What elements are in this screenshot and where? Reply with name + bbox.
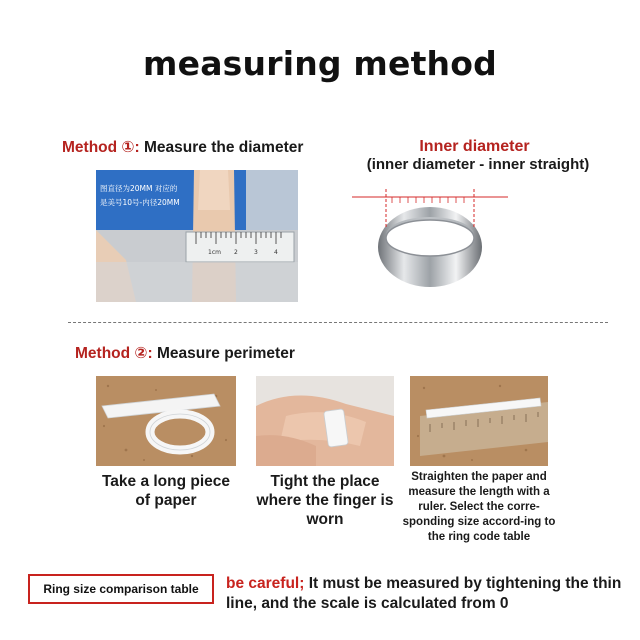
photo-note-line-2: 是美号10号-内径20MM: [100, 198, 180, 207]
method-1-prefix: Method ①:: [62, 139, 140, 156]
page-title: measuring method: [143, 44, 497, 83]
ring-size-table-label: Ring size comparison table: [28, 574, 214, 604]
finger-wrap-illustration: [256, 376, 394, 466]
method-2-text: Measure perimeter: [157, 345, 295, 362]
paper-ruler-illustration: [410, 376, 548, 466]
ring-diagram: [350, 185, 510, 295]
inner-diameter-subtitle: (inner diameter - inner straight): [366, 156, 590, 173]
warning-text: It must be measured by tightening the thin line, and the scale is calculated from 0: [226, 575, 622, 612]
ring-illustration: [350, 185, 510, 295]
warning-note: [226, 574, 634, 614]
method-1-text: Measure the diameter: [144, 139, 304, 156]
method-2-heading: [75, 344, 295, 363]
method-2-prefix: Method ②:: [75, 345, 153, 362]
photo-note: [100, 182, 215, 210]
photo-note-line-1: 图直径为20MM 对应的: [100, 184, 178, 193]
step-3-photo: [410, 376, 548, 466]
step-3-caption: Straighten the paper and measure the length with a ruler. Select the corre-sponding size accord-ing to the ring code table: [402, 471, 556, 543]
ruler-tick-3: 3: [254, 249, 258, 256]
inner-diameter-title: Inner diameter: [419, 138, 530, 155]
warning-prefix: be careful;: [226, 575, 305, 592]
paper-strip-illustration: [96, 376, 236, 466]
section-divider: [68, 322, 608, 323]
method-1-heading: [62, 138, 303, 157]
step-2-photo: [256, 376, 394, 466]
step-1-caption: Take a long piece of paper: [101, 473, 231, 509]
step-1-photo: [96, 376, 236, 466]
ruler-tick-4: 4: [274, 249, 278, 256]
step-2-caption: Tight the place where the finger is worn: [256, 473, 394, 528]
ruler-tick-1: 1cm: [208, 249, 221, 256]
ruler-tick-2: 2: [234, 249, 238, 256]
